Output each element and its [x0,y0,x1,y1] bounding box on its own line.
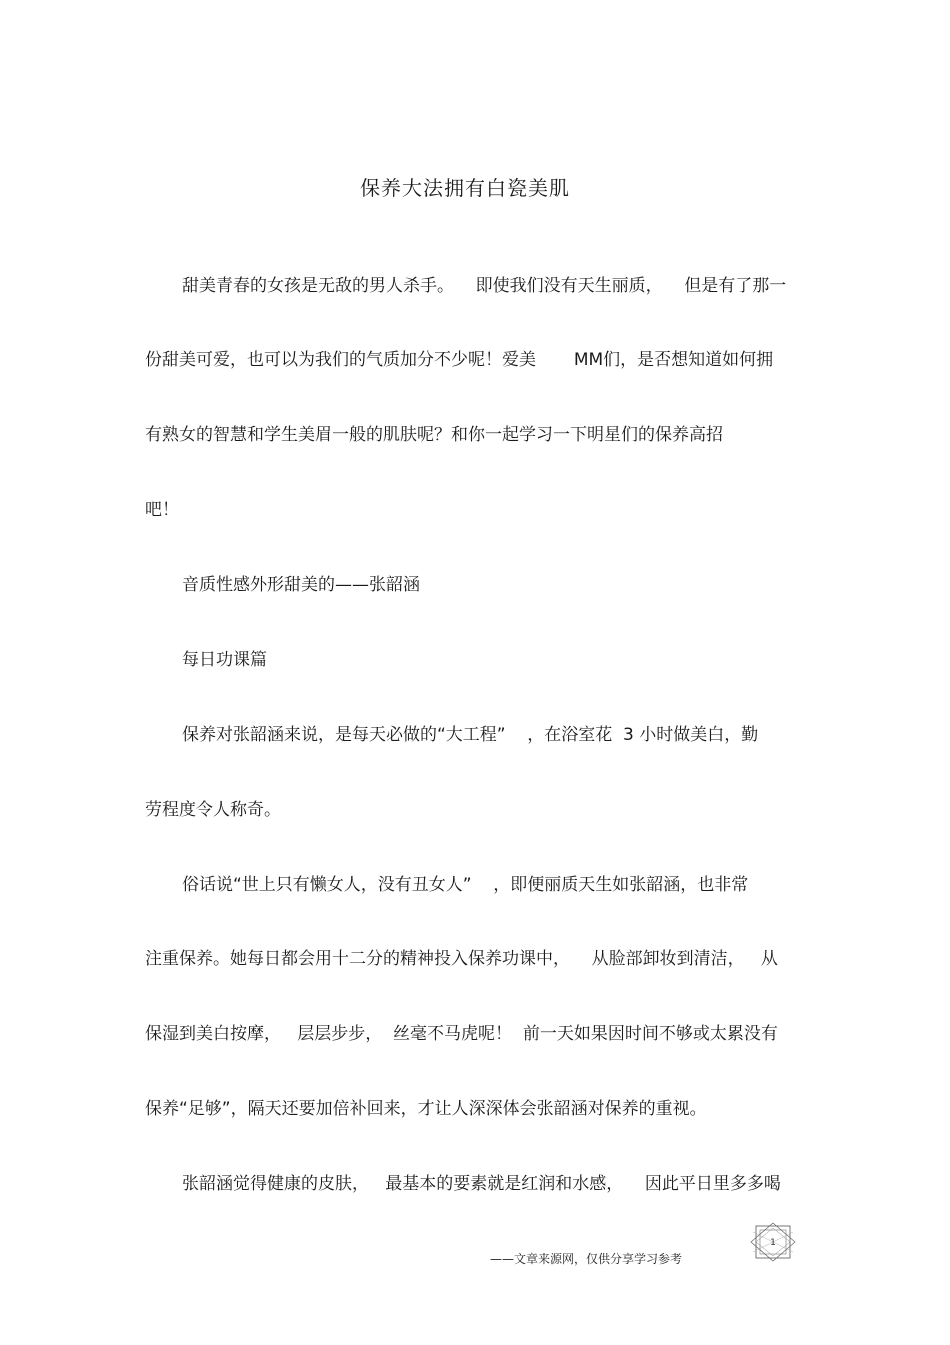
paragraph-line: 俗话说“世上只有懒女人，没有丑女人” ，即便丽质天生如张韶涵，也非常 [182,875,749,895]
paragraph-line: 份甜美可爱，也可以为我们的气质加分不少呢！爱美 MM们，是否想知道如何拥 [145,350,774,370]
section-heading: 音质性感外形甜美的——张韶涵 [182,575,420,595]
paragraph-line: 保养“足够”，隔天还要加倍补回来，才让人深深体会张韶涵对保养的重视。 [145,1099,707,1119]
page-number-badge [750,1222,796,1262]
page-number: 1 [770,1238,776,1248]
paragraph-line: 保养对张韶涵来说，是每天必做的“大工程” ，在浴室花 3 小时做美白，勤 [182,725,759,745]
footer-source-note: ——文章来源网，仅供分享学习参考 [490,1252,683,1266]
document-title: 保养大法拥有白瓷美肌 [360,176,570,200]
paragraph-line: 劳程度令人称奇。 [145,800,281,820]
paragraph-line: 有熟女的智慧和学生美眉一般的肌肤呢？和你一起学习一下明星们的保养高招 [145,425,723,445]
paragraph-line: 张韶涵觉得健康的皮肤， 最基本的要素就是红润和水感， 因此平日里多多喝 [182,1174,781,1194]
paragraph-line: 保湿到美白按摩， 层层步步， 丝毫不马虎呢！ 前一天如果因时间不够或太累没有 [145,1024,778,1044]
subsection-heading: 每日功课篇 [182,650,267,670]
paragraph-line: 甜美青春的女孩是无敌的男人杀手。 即使我们没有天生丽质， 但是有了那一 [182,276,787,296]
paragraph-line: 注重保养。她每日都会用十二分的精神投入保养功课中， 从脸部卸妆到清洁， 从 [145,949,778,969]
paragraph-line: 吧！ [145,500,179,520]
